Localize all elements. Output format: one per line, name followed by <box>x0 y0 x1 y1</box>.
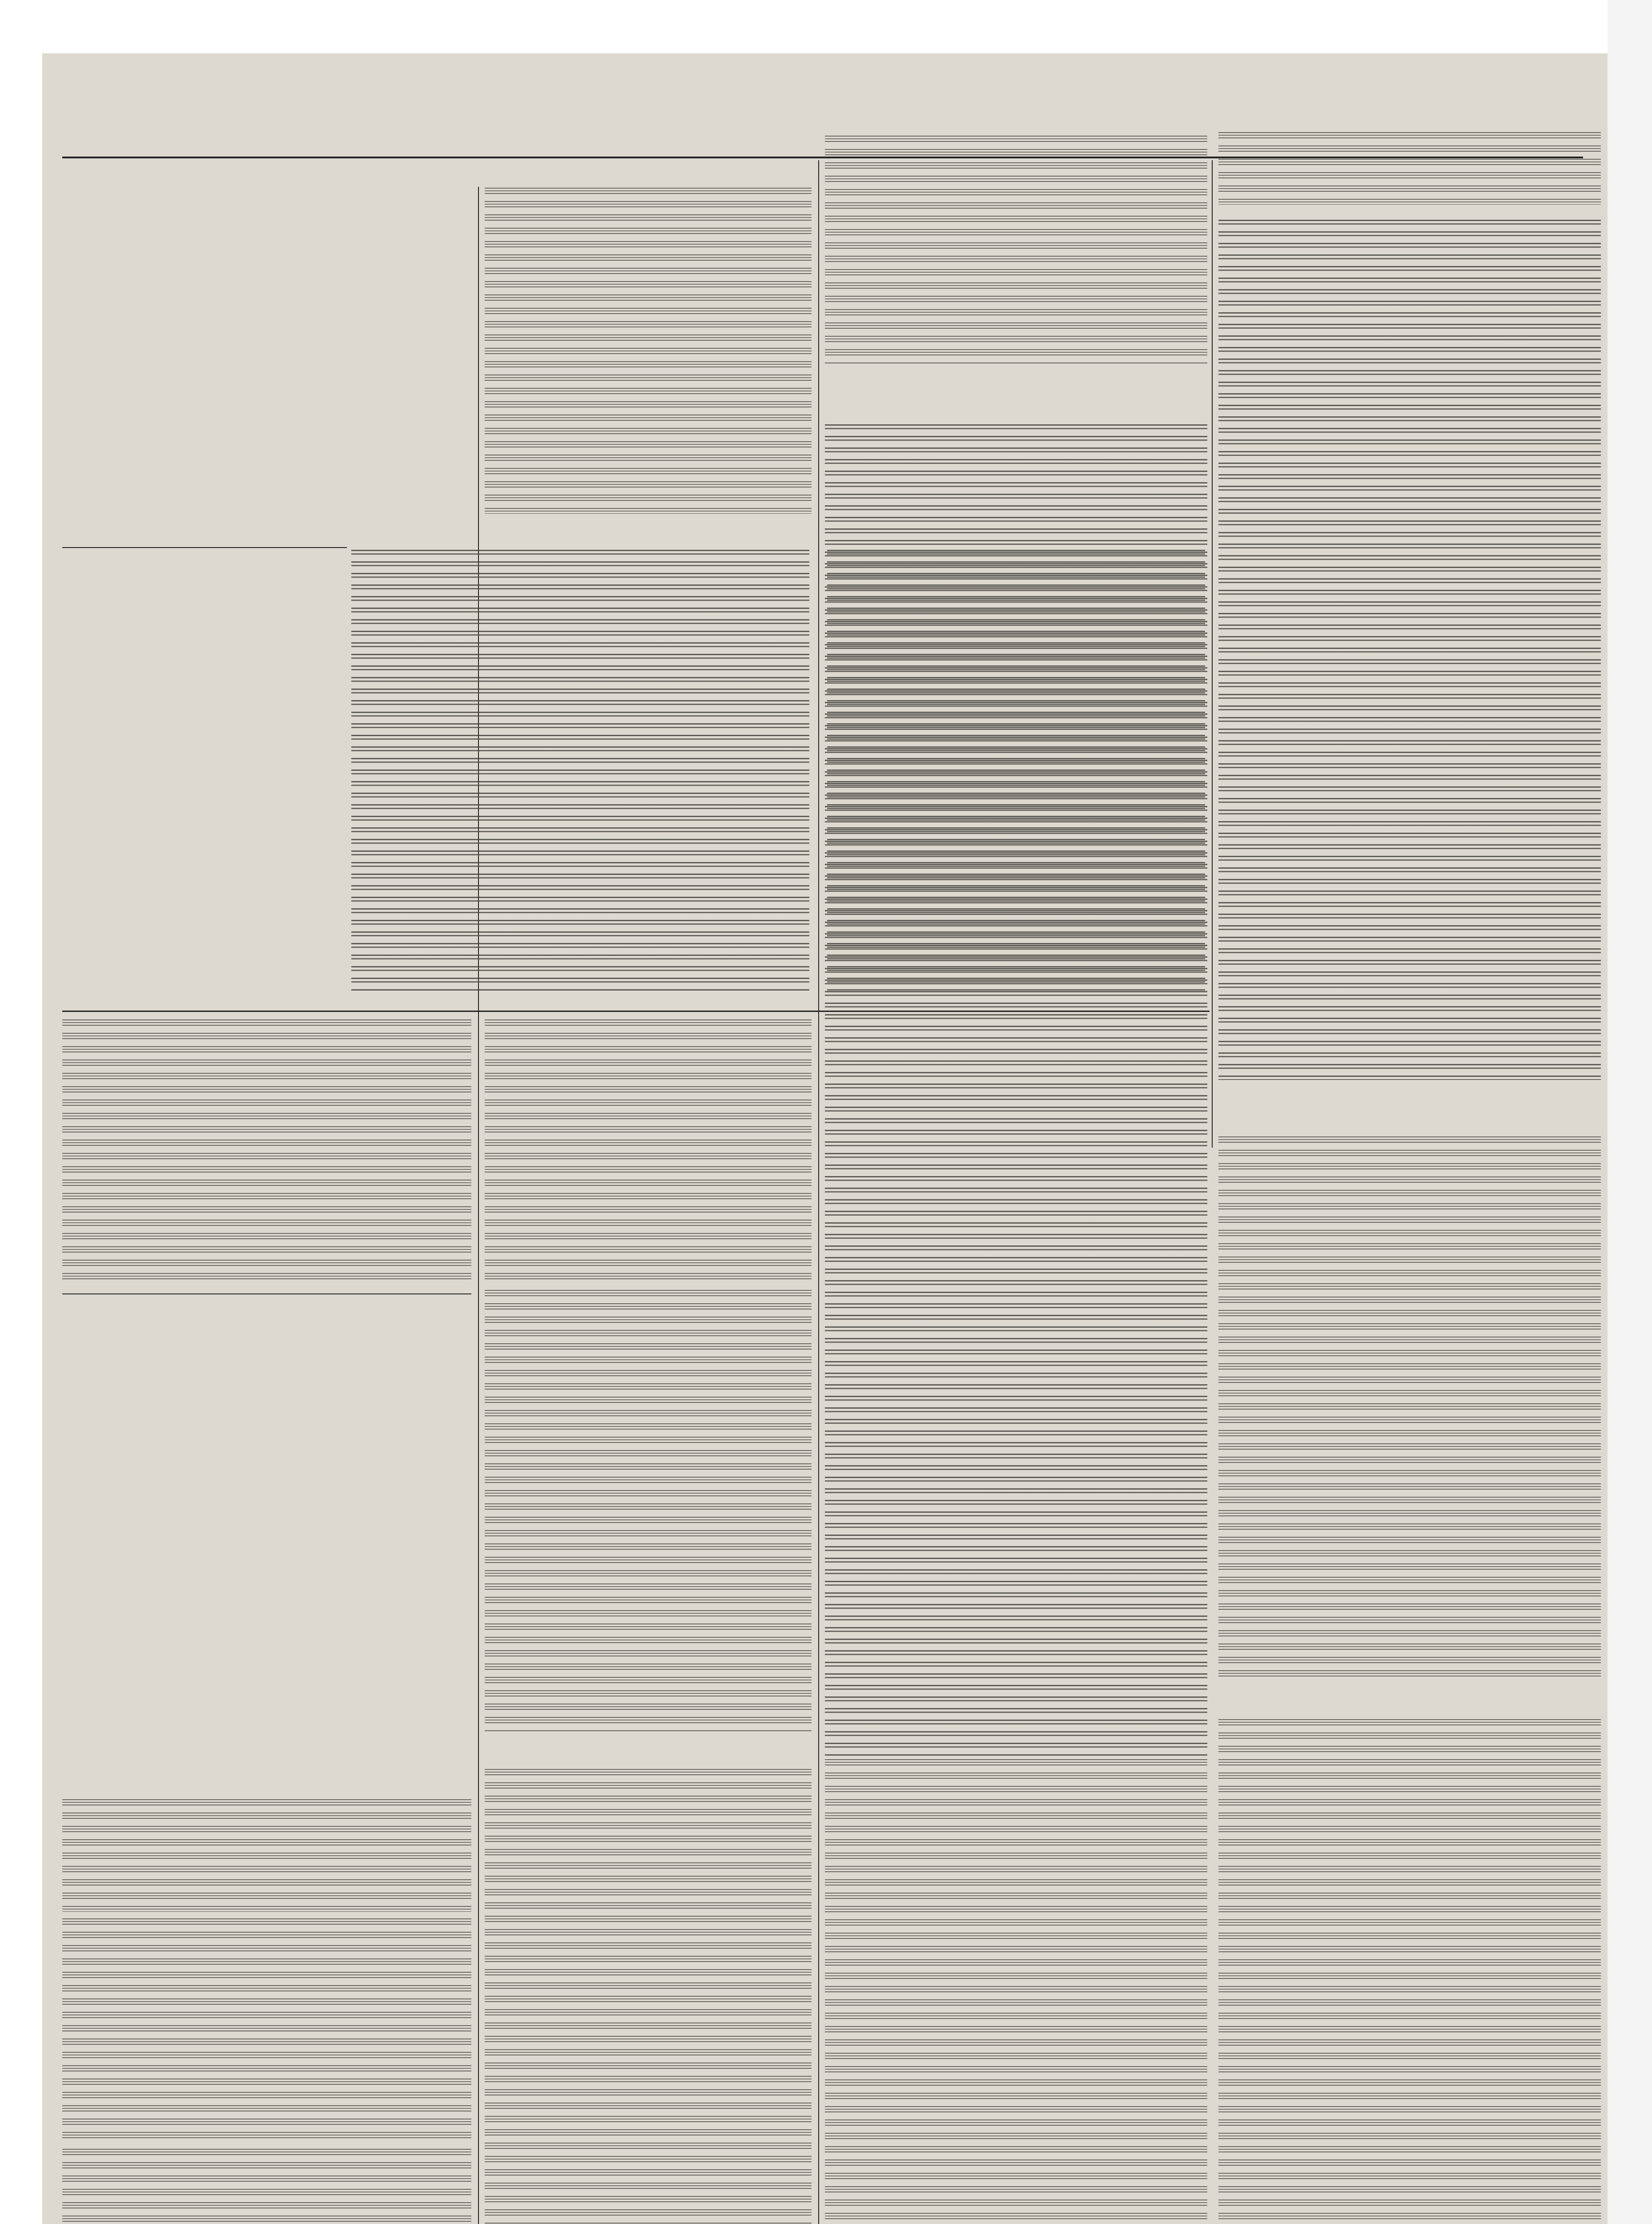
devisen-body <box>485 1287 812 1732</box>
berlin-closing-block <box>1218 214 1601 1112</box>
berlin-body <box>825 1756 1207 2224</box>
col2-lower <box>485 1766 812 2224</box>
col-geld-22 <box>144 1293 226 1294</box>
budapest-block <box>1218 1712 1601 2224</box>
col-geld-21 <box>308 1293 390 1294</box>
banknoten-body <box>62 1796 471 1912</box>
col4-top-text <box>1218 129 1601 205</box>
prague-report-text <box>62 1016 471 1283</box>
scan-margin <box>0 0 42 2224</box>
vorgefallene-table-block <box>62 547 347 992</box>
vienna-article <box>825 129 1207 418</box>
col-ware-21 <box>390 1293 471 1294</box>
prague-article-continued <box>485 185 812 514</box>
column-rule-2 <box>818 160 819 2224</box>
frankfurt-body <box>1218 1133 1601 1680</box>
vorgefallene-table <box>62 547 347 548</box>
vienna-body <box>825 133 1207 364</box>
budapest-body <box>1218 1716 1601 2224</box>
prague-article <box>62 229 471 514</box>
column-rule-1 <box>478 187 479 2224</box>
col4-top-body <box>1218 129 1601 205</box>
vorgefallene-continued-1 <box>351 547 809 992</box>
stock-listing-continued <box>351 547 809 992</box>
col1-lower <box>62 1793 471 2224</box>
col2-continued-text <box>485 1016 812 1759</box>
col-city <box>62 1293 144 1294</box>
col-ware-22 <box>226 1293 308 1294</box>
berlin-closing-table <box>1218 217 1601 1080</box>
foreign-exchange-body <box>485 1766 812 2224</box>
vienna-closing-table <box>825 422 1207 1756</box>
market-report-text <box>485 1016 812 1283</box>
column-rule-3 <box>1212 160 1213 1148</box>
scan-right-margin <box>1608 0 1652 2224</box>
frankfurt-block <box>1218 1130 1601 1708</box>
nachmittag-body <box>62 2146 471 2224</box>
devisen-prague-table <box>62 1293 471 1294</box>
prague-report-body <box>62 1016 471 1283</box>
continued-body-text <box>485 185 812 514</box>
erotenmarkt-body <box>62 1915 471 2142</box>
vienna-closing-block <box>825 418 1207 1788</box>
berlin-article <box>825 1753 1207 2224</box>
devisen-prague-block <box>62 1290 471 1788</box>
